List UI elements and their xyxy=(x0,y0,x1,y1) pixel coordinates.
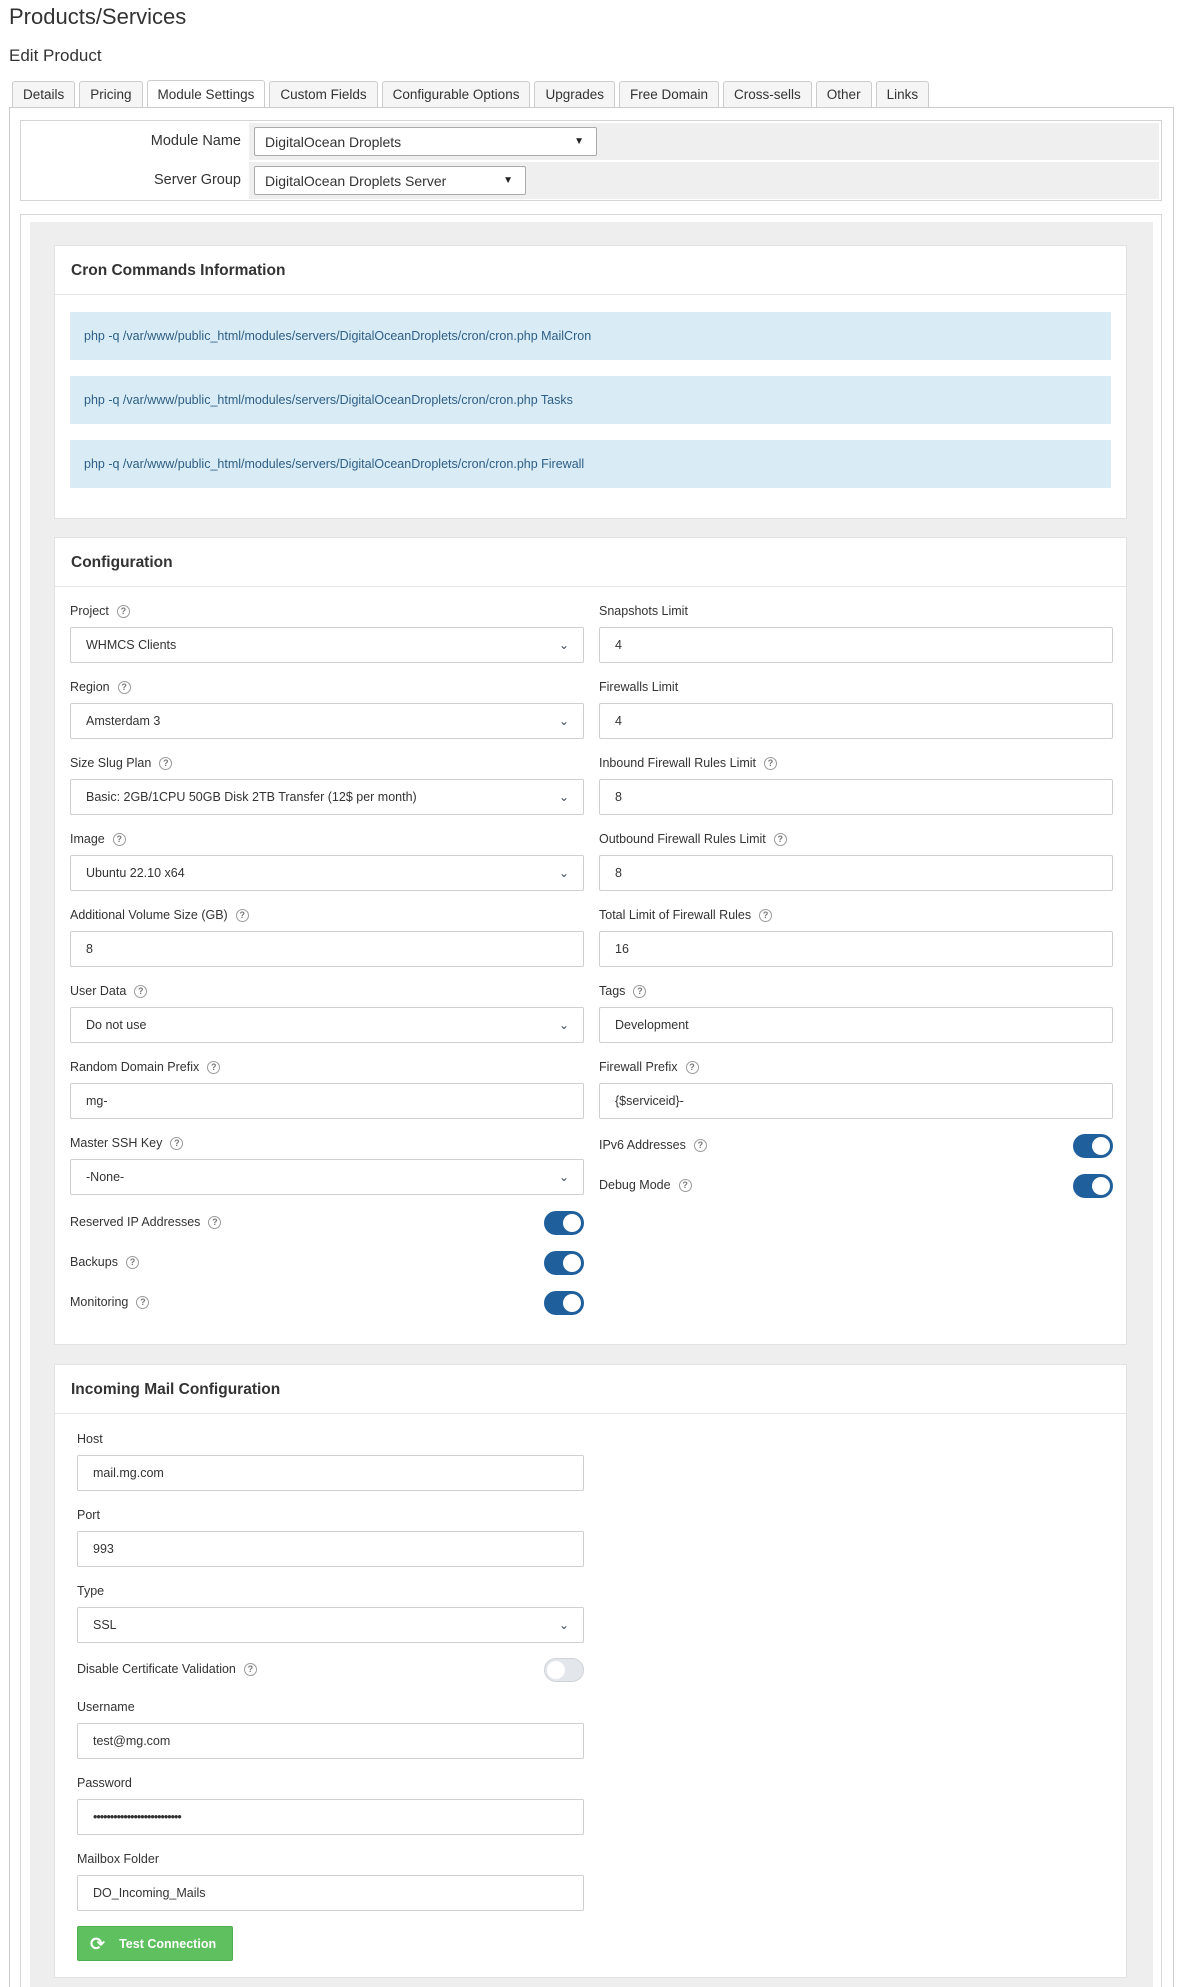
outbound-rules-input[interactable]: 8 xyxy=(599,855,1113,891)
debug-mode-label: Debug Mode ? xyxy=(599,1178,692,1192)
firewalls-limit-input[interactable]: 4 xyxy=(599,703,1113,739)
question-circle-icon[interactable]: ? xyxy=(208,1216,221,1229)
question-circle-icon[interactable]: ? xyxy=(118,681,131,694)
cron-command-tasks: php -q /var/www/public_html/modules/servers/DigitalOceanDroplets/cron/cron.php Tasks xyxy=(70,376,1111,424)
port-input[interactable]: 993 xyxy=(77,1531,584,1567)
mailbox-folder-input[interactable]: DO_Incoming_Mails xyxy=(77,1875,584,1911)
size-slug-plan-label: Size Slug Plan ? xyxy=(70,756,172,770)
reserved-ip-toggle[interactable] xyxy=(544,1211,584,1235)
user-data-label: User Data ? xyxy=(70,984,147,998)
tab-cross-sells[interactable]: Cross-sells xyxy=(723,81,812,107)
outbound-rules-label: Outbound Firewall Rules Limit ? xyxy=(599,832,787,846)
tab-pricing[interactable]: Pricing xyxy=(79,81,142,107)
chevron-down-icon: ▼ xyxy=(574,136,584,147)
cron-card-title: Cron Commands Information xyxy=(55,246,1126,295)
project-label: Project ? xyxy=(70,604,130,618)
username-input[interactable]: test@mg.com xyxy=(77,1723,584,1759)
tab-upgrades[interactable]: Upgrades xyxy=(534,81,615,107)
cron-command-mailcron: php -q /var/www/public_html/modules/servers/DigitalOceanDroplets/cron/cron.php MailCron xyxy=(70,312,1111,360)
ipv6-label: IPv6 Addresses ? xyxy=(599,1138,707,1152)
total-rules-label: Total Limit of Firewall Rules ? xyxy=(599,908,772,922)
host-label: Host xyxy=(77,1432,103,1446)
module-name-select[interactable]: DigitalOcean Droplets ▼ xyxy=(254,127,597,156)
mailbox-folder-label: Mailbox Folder xyxy=(77,1852,159,1866)
chevron-down-icon: ⌄ xyxy=(558,1018,569,1032)
type-label: Type xyxy=(77,1584,105,1598)
disable-cert-label: Disable Certificate Validation ? xyxy=(77,1662,257,1676)
question-circle-icon[interactable]: ? xyxy=(694,1139,707,1152)
master-ssh-key-label: Master SSH Key ? xyxy=(70,1136,183,1150)
firewall-prefix-label: Firewall Prefix ? xyxy=(599,1060,699,1074)
question-circle-icon[interactable]: ? xyxy=(159,757,172,770)
chevron-down-icon: ⌄ xyxy=(558,866,569,880)
chevron-down-icon: ⌄ xyxy=(558,1618,569,1632)
reserved-ip-label: Reserved IP Addresses ? xyxy=(70,1215,221,1229)
server-group-label: Server Group xyxy=(23,162,249,199)
port-label: Port xyxy=(77,1508,100,1522)
question-circle-icon[interactable]: ? xyxy=(134,985,147,998)
page-subtitle: Edit Product xyxy=(9,46,102,65)
cron-card xyxy=(54,245,1127,519)
backups-toggle[interactable] xyxy=(544,1251,584,1275)
random-domain-prefix-input[interactable]: mg- xyxy=(70,1083,584,1119)
question-circle-icon[interactable]: ? xyxy=(236,909,249,922)
question-circle-icon[interactable]: ? xyxy=(113,833,126,846)
question-circle-icon[interactable]: ? xyxy=(170,1137,183,1150)
tags-label: Tags ? xyxy=(599,984,646,998)
volume-size-label: Additional Volume Size (GB) ? xyxy=(70,908,249,922)
tab-links[interactable]: Links xyxy=(876,81,930,107)
question-circle-icon[interactable]: ? xyxy=(774,833,787,846)
tab-bar xyxy=(12,81,929,108)
backups-label: Backups ? xyxy=(70,1255,139,1269)
question-circle-icon[interactable]: ? xyxy=(764,757,777,770)
chevron-down-icon: ▼ xyxy=(503,175,513,186)
tab-custom-fields[interactable]: Custom Fields xyxy=(269,81,377,107)
inbound-rules-input[interactable]: 8 xyxy=(599,779,1113,815)
inbound-rules-label: Inbound Firewall Rules Limit ? xyxy=(599,756,777,770)
random-domain-prefix-label: Random Domain Prefix ? xyxy=(70,1060,220,1074)
tab-details[interactable]: Details xyxy=(12,81,75,107)
tab-other[interactable]: Other xyxy=(816,81,872,107)
firewall-prefix-input[interactable]: {$serviceid}- xyxy=(599,1083,1113,1119)
question-circle-icon[interactable]: ? xyxy=(244,1663,257,1676)
ipv6-toggle[interactable] xyxy=(1073,1134,1113,1158)
question-circle-icon[interactable]: ? xyxy=(633,985,646,998)
cron-command-firewall: php -q /var/www/public_html/modules/servers/DigitalOceanDroplets/cron/cron.php Firewall xyxy=(70,440,1111,488)
volume-size-input[interactable]: 8 xyxy=(70,931,584,967)
module-settings-table xyxy=(20,120,1162,201)
size-slug-plan-select[interactable]: Basic: 2GB/1CPU 50GB Disk 2TB Transfer (12$ per month) ⌄ xyxy=(70,779,584,815)
snapshots-limit-label: Snapshots Limit xyxy=(599,604,688,618)
chevron-down-icon: ⌄ xyxy=(558,790,569,804)
server-group-select[interactable]: DigitalOcean Droplets Server ▼ xyxy=(254,166,526,195)
tab-free-domain[interactable]: Free Domain xyxy=(619,81,719,107)
chevron-down-icon: ⌄ xyxy=(558,638,569,652)
firewalls-limit-label: Firewalls Limit xyxy=(599,680,679,694)
region-select[interactable]: Amsterdam 3 ⌄ xyxy=(70,703,584,739)
refresh-icon: ⟳ xyxy=(90,1933,106,1954)
chevron-down-icon: ⌄ xyxy=(558,1170,569,1184)
question-circle-icon[interactable]: ? xyxy=(759,909,772,922)
question-circle-icon[interactable]: ? xyxy=(117,605,130,618)
question-circle-icon[interactable]: ? xyxy=(207,1061,220,1074)
page-title: Products/Services xyxy=(9,4,187,29)
tab-module-settings[interactable]: Module Settings xyxy=(147,80,266,108)
username-label: Username xyxy=(77,1700,135,1714)
disable-cert-toggle[interactable] xyxy=(544,1658,584,1682)
tab-configurable-options[interactable]: Configurable Options xyxy=(382,81,531,107)
monitoring-label: Monitoring ? xyxy=(70,1295,149,1309)
user-data-select[interactable]: Do not use ⌄ xyxy=(70,1007,584,1043)
debug-mode-toggle[interactable] xyxy=(1073,1174,1113,1198)
mail-card-title: Incoming Mail Configuration xyxy=(55,1365,1126,1414)
question-circle-icon[interactable]: ? xyxy=(136,1296,149,1309)
tags-input[interactable]: Development xyxy=(599,1007,1113,1043)
test-connection-button[interactable]: ⟳ Test Connection xyxy=(77,1926,233,1961)
image-label: Image ? xyxy=(70,832,126,846)
host-input[interactable]: mail.mg.com xyxy=(77,1455,584,1491)
question-circle-icon[interactable]: ? xyxy=(686,1061,699,1074)
monitoring-toggle[interactable] xyxy=(544,1291,584,1315)
question-circle-icon[interactable]: ? xyxy=(679,1179,692,1192)
project-select[interactable]: WHMCS Clients ⌄ xyxy=(70,627,584,663)
master-ssh-key-select[interactable]: -None- ⌄ xyxy=(70,1159,584,1195)
image-select[interactable]: Ubuntu 22.10 x64 ⌄ xyxy=(70,855,584,891)
configuration-card-title: Configuration xyxy=(55,538,1126,587)
snapshots-limit-input[interactable]: 4 xyxy=(599,627,1113,663)
region-label: Region ? xyxy=(70,680,131,694)
question-circle-icon[interactable]: ? xyxy=(126,1256,139,1269)
total-rules-input[interactable]: 16 xyxy=(599,931,1113,967)
chevron-down-icon: ⌄ xyxy=(558,714,569,728)
password-label: Password xyxy=(77,1776,132,1790)
password-input[interactable]: •••••••••••••••••••••••••• xyxy=(77,1799,584,1835)
type-select[interactable]: SSL ⌄ xyxy=(77,1607,584,1643)
module-name-label: Module Name xyxy=(23,123,249,160)
